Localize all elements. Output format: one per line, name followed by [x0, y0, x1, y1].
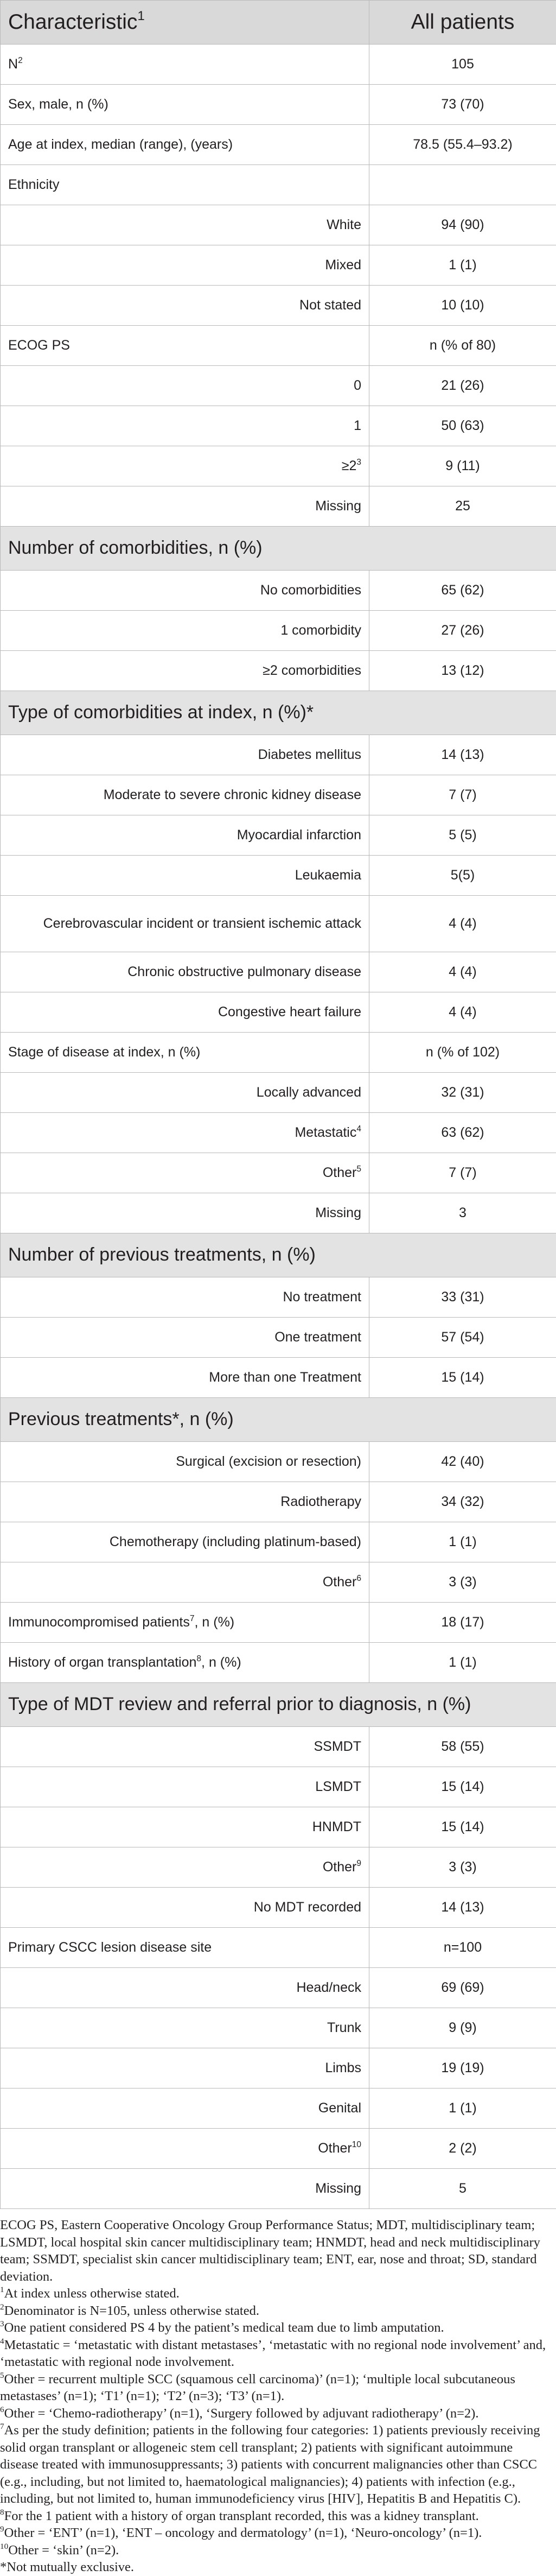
row-value: 18 (17)	[369, 1603, 556, 1643]
table-row	[1, 326, 556, 366]
section-header-row	[1, 691, 556, 735]
row-value: 15 (14)	[369, 1358, 556, 1398]
table-subrow	[1, 1073, 556, 1113]
table-subrow	[1, 1767, 556, 1807]
row-label: Chemotherapy (including platinum-based)	[1, 1522, 369, 1562]
row-label: Other$^5$	[1, 1153, 369, 1193]
row-value: 9 (11)	[369, 446, 556, 486]
footnote: $^1$At index unless otherwise stated.	[0, 2285, 551, 2302]
row-label: Moderate to severe chronic kidney disease	[1, 775, 369, 815]
table-footnotes	[0, 2209, 556, 2576]
table-row	[1, 1603, 556, 1643]
row-value: 3 (3)	[369, 1847, 556, 1888]
table-row	[1, 1643, 556, 1683]
row-value: 1 (1)	[369, 245, 556, 286]
row-value: 7 (7)	[369, 1153, 556, 1193]
table-subrow	[1, 286, 556, 326]
row-value: 15 (14)	[369, 1767, 556, 1807]
row-value: 13 (12)	[369, 651, 556, 691]
table-subrow	[1, 1847, 556, 1888]
row-label: Radiotherapy	[1, 1482, 369, 1522]
row-value: 50 (63)	[369, 406, 556, 446]
row-label: Not stated	[1, 286, 369, 326]
row-label: History of organ transplantation$^8$, n (%)	[1, 1643, 369, 1683]
row-label: Myocardial infarction	[1, 815, 369, 856]
row-value: 14 (13)	[369, 735, 556, 775]
table-subrow	[1, 952, 556, 992]
row-value: 27 (26)	[369, 611, 556, 651]
row-value: 73 (70)	[369, 85, 556, 125]
row-label: SSMDT	[1, 1727, 369, 1767]
footnote: $^9$Other = ‘ENT’ (n=1), ‘ENT – oncology and dermatology’ (n=1), ‘Neuro-oncology’ (n=1).	[0, 2524, 551, 2542]
table-row	[1, 85, 556, 125]
row-label: Other$^9$	[1, 1847, 369, 1888]
row-label: Stage of disease at index, n (%)	[1, 1033, 369, 1073]
footnote: $^2$Denominator is N=105, unless otherwise stated.	[0, 2302, 551, 2320]
row-value: 65 (62)	[369, 571, 556, 611]
row-label: No comorbidities	[1, 571, 369, 611]
row-label: Immunocompromised patients$^7$, n (%)	[1, 1603, 369, 1643]
table-subrow	[1, 2048, 556, 2088]
footnote: $^8$For the 1 patient with a history of organ transplant recorded, this was a kidney transplant.	[0, 2508, 551, 2525]
row-value: n (% of 80)	[369, 326, 556, 366]
row-value: 1 (1)	[369, 2088, 556, 2129]
row-value: 4 (4)	[369, 896, 556, 952]
table-row	[1, 1928, 556, 1968]
row-label: Mixed	[1, 245, 369, 286]
row-value: 5	[369, 2169, 556, 2209]
row-label: More than one Treatment	[1, 1358, 369, 1398]
row-value: 7 (7)	[369, 775, 556, 815]
row-value: 10 (10)	[369, 286, 556, 326]
table-subrow	[1, 2008, 556, 2048]
table-subrow	[1, 775, 556, 815]
row-label: Cerebrovascular incident or transient ischemic attack	[1, 896, 369, 952]
row-label: One treatment	[1, 1318, 369, 1358]
table-subrow	[1, 406, 556, 446]
table-subrow	[1, 1318, 556, 1358]
section-title: Number of comorbidities, n (%)	[1, 527, 556, 571]
row-value: 32 (31)	[369, 1073, 556, 1113]
table-subrow	[1, 205, 556, 245]
section-header-row	[1, 1398, 556, 1442]
footnote: $^{10}$Other = ‘skin’ (n=2).	[0, 2542, 551, 2559]
row-label: $N^2$	[1, 45, 369, 85]
footnote: ECOG PS, Eastern Cooperative Oncology Group Performance Status; MDT, multidisciplinary team; LSMDT, local hospital skin cancer multidisciplinary team; HNMDT, head and neck multidisciplinary team; SSMDT, specialist skin cancer multidisciplinary team; ENT, ear, nose and throat; SD, standard deviation.	[0, 2217, 551, 2285]
row-label: Limbs	[1, 2048, 369, 2088]
row-label: Trunk	[1, 2008, 369, 2048]
table-subrow	[1, 366, 556, 406]
table-subrow	[1, 1888, 556, 1928]
section-header-row	[1, 1683, 556, 1727]
table-subrow	[1, 2169, 556, 2209]
table-subrow	[1, 1562, 556, 1603]
row-value: 21 (26)	[369, 366, 556, 406]
row-label: Missing	[1, 2169, 369, 2209]
row-value: n (% of 102)	[369, 1033, 556, 1073]
table-subrow	[1, 1727, 556, 1767]
row-label: Diabetes mellitus	[1, 735, 369, 775]
row-value: 33 (31)	[369, 1277, 556, 1318]
row-label: Congestive heart failure	[1, 992, 369, 1033]
table-subrow	[1, 1968, 556, 2008]
table-subrow	[1, 1358, 556, 1398]
row-label: Age at index, median (range), (years)	[1, 125, 369, 165]
table-subrow	[1, 486, 556, 527]
footnote: $^3$One patient considered PS 4 by the patient’s medical team due to limb amputation.	[0, 2319, 551, 2337]
row-label: Metastatic$^4$	[1, 1113, 369, 1153]
table-subrow	[1, 2129, 556, 2169]
row-value: 1 (1)	[369, 1522, 556, 1562]
row-value: 34 (32)	[369, 1482, 556, 1522]
table-subrow	[1, 1193, 556, 1233]
table-subrow	[1, 1522, 556, 1562]
row-value: 42 (40)	[369, 1442, 556, 1482]
footnote: $^7$As per the study definition; patients in the following four categories: 1) patients previously receiving solid organ transplant or allogeneic stem cell transplant; 2) patients with significant autoimmune disease treated with immunosuppressants; 3) patients with concurrent malignancies other than CSCC (e.g., including, but not limited to, haematological malignancies); 4) patients with infection (e.g., including, but not limited to, human immunodeficiency virus [HIV], Hepatitis B and Hepatitis C).	[0, 2422, 551, 2508]
table-subrow	[1, 1442, 556, 1482]
section-title: Number of previous treatments, n (%)	[1, 1233, 556, 1277]
table-subrow	[1, 1153, 556, 1193]
row-value: 4 (4)	[369, 992, 556, 1033]
row-value: 14 (13)	[369, 1888, 556, 1928]
section-header-row	[1, 1233, 556, 1277]
row-label: White	[1, 205, 369, 245]
table-subrow	[1, 611, 556, 651]
row-label: $\ge 2^3$	[1, 446, 369, 486]
row-value: 78.5 (55.4–93.2)	[369, 125, 556, 165]
row-value: 57 (54)	[369, 1318, 556, 1358]
row-value: 5 (5)	[369, 815, 556, 856]
table-subrow	[1, 896, 556, 952]
table-subrow	[1, 1807, 556, 1847]
row-label: Other$^6$	[1, 1562, 369, 1603]
row-value: 1 (1)	[369, 1643, 556, 1683]
row-label: 1 comorbidity	[1, 611, 369, 651]
row-value: 63 (62)	[369, 1113, 556, 1153]
row-label: Chronic obstructive pulmonary disease	[1, 952, 369, 992]
row-value: n=100	[369, 1928, 556, 1968]
row-value: 25	[369, 486, 556, 527]
table-subrow	[1, 1482, 556, 1522]
table-subrow	[1, 1277, 556, 1318]
row-label: ECOG PS	[1, 326, 369, 366]
row-value: 94 (90)	[369, 205, 556, 245]
row-value: 3	[369, 1193, 556, 1233]
row-value: 15 (14)	[369, 1807, 556, 1847]
table-subrow	[1, 571, 556, 611]
footnote: $^5$Other = recurrent multiple SCC (squamous cell carcinoma)’ (n=1); ‘multiple local subcutaneous metastases’ (n=1); ‘T1’ (n=1); ‘T2’ (n=3); ‘T3’ (n=1).	[0, 2371, 551, 2405]
row-label: Missing	[1, 486, 369, 527]
row-value: 19 (19)	[369, 2048, 556, 2088]
row-value: 9 (9)	[369, 2008, 556, 2048]
row-label: Primary CSCC lesion disease site	[1, 1928, 369, 1968]
table-body	[1, 45, 556, 2209]
table-subrow	[1, 815, 556, 856]
section-header-row	[1, 527, 556, 571]
row-value: 3 (3)	[369, 1562, 556, 1603]
row-value: 105	[369, 45, 556, 85]
header-characteristic: Characteristic$^1$	[1, 1, 369, 45]
section-title: Type of comorbidities at index, n (%)*	[1, 691, 556, 735]
row-label: Genital	[1, 2088, 369, 2129]
row-label: Other$^{10}$	[1, 2129, 369, 2169]
section-title: Type of MDT review and referral prior to diagnosis, n (%)	[1, 1683, 556, 1727]
row-label: No MDT recorded	[1, 1888, 369, 1928]
table-subrow	[1, 2088, 556, 2129]
section-title: Previous treatments*, n (%)	[1, 1398, 556, 1442]
header-all-patients: All patients	[369, 1, 556, 45]
table-row	[1, 165, 556, 205]
row-label: Locally advanced	[1, 1073, 369, 1113]
row-label: Leukaemia	[1, 856, 369, 896]
row-label: Sex, male, n (%)	[1, 85, 369, 125]
footnote: $^6$Other = ‘Chemo-radiotherapy’ (n=1), ‘Surgery followed by adjuvant radiotherapy’ (n=2).	[0, 2405, 551, 2422]
row-value: 58 (55)	[369, 1727, 556, 1767]
row-label: ≥2 comorbidities	[1, 651, 369, 691]
row-value: 5(5)	[369, 856, 556, 896]
table-row	[1, 125, 556, 165]
row-label: HNMDT	[1, 1807, 369, 1847]
row-value: 2 (2)	[369, 2129, 556, 2169]
table-row	[1, 45, 556, 85]
row-label: Head/neck	[1, 1968, 369, 2008]
table-row	[1, 1033, 556, 1073]
row-value: 69 (69)	[369, 1968, 556, 2008]
table-subrow	[1, 245, 556, 286]
footnote: $^4$Metastatic = ‘metastatic with distant metastases’, ‘metastatic with no regional node involvement’ and, ‘metastatic with regional node involvement.	[0, 2337, 551, 2371]
footnote: *Not mutually exclusive.	[0, 2559, 551, 2576]
table-header-row	[1, 1, 556, 45]
row-value: 4 (4)	[369, 952, 556, 992]
table-subrow	[1, 992, 556, 1033]
row-label: Ethnicity	[1, 165, 369, 205]
row-label: 0	[1, 366, 369, 406]
table-subrow	[1, 1113, 556, 1153]
table-subrow	[1, 651, 556, 691]
row-label: 1	[1, 406, 369, 446]
table-subrow	[1, 735, 556, 775]
row-value	[369, 165, 556, 205]
row-label: No treatment	[1, 1277, 369, 1318]
table-subrow	[1, 446, 556, 486]
table-subrow	[1, 856, 556, 896]
row-label: LSMDT	[1, 1767, 369, 1807]
row-label: Surgical (excision or resection)	[1, 1442, 369, 1482]
row-label: Missing	[1, 1193, 369, 1233]
